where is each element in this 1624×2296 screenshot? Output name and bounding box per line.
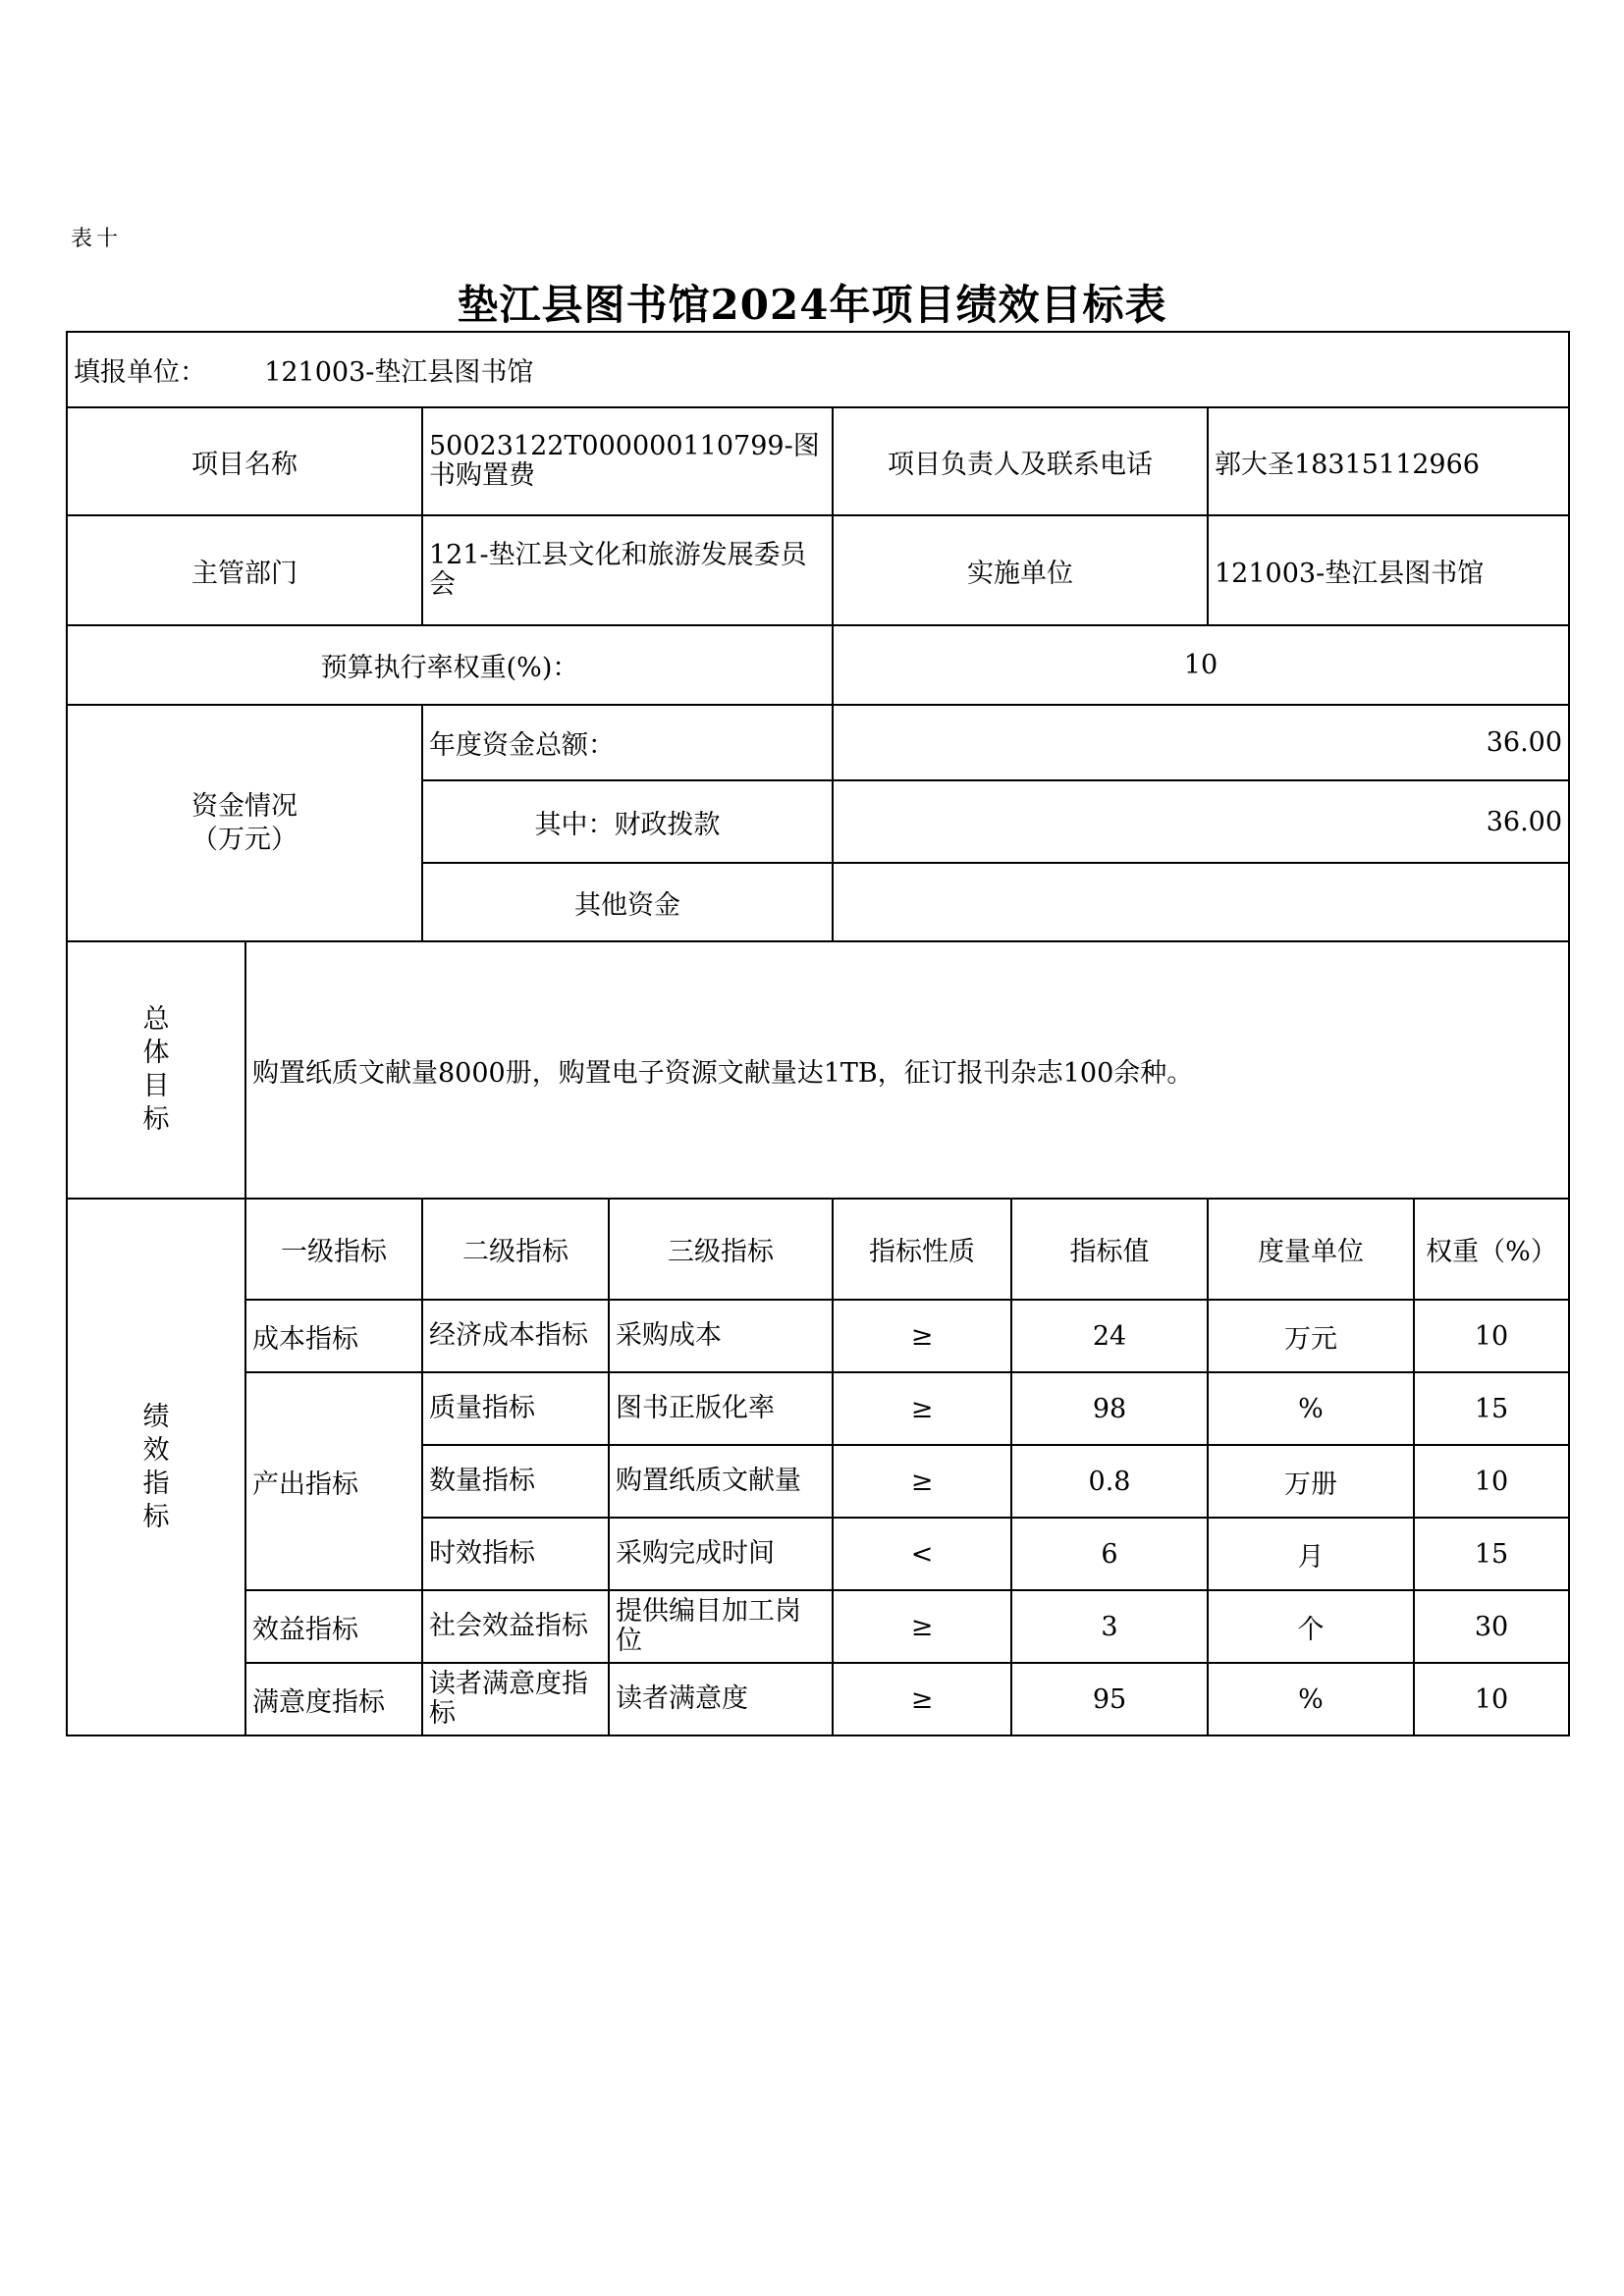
table-number: 表十	[71, 227, 123, 251]
goal-label-char: 体	[142, 1038, 170, 1068]
filing-unit-cell	[67, 332, 1569, 407]
weight-cell: 15	[1414, 1518, 1569, 1590]
level3-cell: 采购成本	[609, 1300, 833, 1372]
funds-fiscal-label: 其中：财政拨款	[422, 780, 833, 863]
level2-cell: 社会效益指标	[422, 1590, 609, 1663]
level2-cell: 质量指标	[422, 1372, 609, 1445]
nature-cell: ≥	[833, 1445, 1011, 1518]
nature-cell: ≥	[833, 1663, 1011, 1735]
unit-cell: 万册	[1208, 1445, 1414, 1518]
filing-unit-value: 121003-垫江县图书馆	[264, 357, 534, 388]
level2-cell: 时效指标	[422, 1518, 609, 1590]
project-leader-value: 郭大圣18315112966	[1208, 407, 1569, 515]
value-cell: 3	[1011, 1590, 1208, 1663]
level1-cell: 满意度指标	[245, 1663, 422, 1735]
funds-label	[67, 705, 422, 941]
unit-cell: 月	[1208, 1518, 1414, 1590]
level3-cell: 购置纸质文献量	[609, 1445, 833, 1518]
funds-other-label: 其他资金	[422, 863, 833, 941]
unit-cell: %	[1208, 1663, 1414, 1735]
project-name-label: 项目名称	[67, 407, 422, 515]
project-leader-label: 项目负责人及联系电话	[833, 407, 1208, 515]
unit-cell: 个	[1208, 1590, 1414, 1663]
overall-goal-row	[67, 941, 1569, 1199]
nature-cell: ≥	[833, 1590, 1011, 1663]
filing-unit-row	[67, 332, 1569, 407]
header-level2: 二级指标	[422, 1199, 609, 1300]
filing-unit-label: 填报单位：	[74, 357, 206, 388]
nature-cell: ≥	[833, 1372, 1011, 1445]
nature-cell: <	[833, 1518, 1011, 1590]
value-cell: 98	[1011, 1372, 1208, 1445]
unit-cell: 万元	[1208, 1300, 1414, 1372]
goal-label-char: 总	[142, 1004, 170, 1035]
level3-cell: 读者满意度	[609, 1663, 833, 1735]
header-nature: 指标性质	[833, 1199, 1011, 1300]
header-weight: 权重（%）	[1414, 1199, 1569, 1300]
perf-label-char: 效	[142, 1434, 170, 1466]
indicator-header-row	[67, 1199, 1569, 1300]
weight-cell: 10	[1414, 1663, 1569, 1735]
indicator-row	[67, 1590, 1569, 1663]
indicator-row	[67, 1372, 1569, 1445]
value-cell: 6	[1011, 1518, 1208, 1590]
level1-cell: 效益指标	[245, 1590, 422, 1663]
indicator-row	[67, 1300, 1569, 1372]
value-cell: 24	[1011, 1300, 1208, 1372]
level3-cell: 图书正版化率	[609, 1372, 833, 1445]
budget-weight-value: 10	[833, 625, 1569, 705]
department-label: 主管部门	[67, 515, 422, 625]
nature-cell: ≥	[833, 1300, 1011, 1372]
header-level1: 一级指标	[245, 1199, 422, 1300]
unit-cell: %	[1208, 1372, 1414, 1445]
level1-cell: 成本指标	[245, 1300, 422, 1372]
department-row	[67, 515, 1569, 625]
goal-label-char: 标	[142, 1104, 170, 1135]
project-name-row	[67, 407, 1569, 515]
level2-cell: 读者满意度指标	[422, 1663, 609, 1735]
level2-cell: 经济成本指标	[422, 1300, 609, 1372]
perf-label-char: 绩	[142, 1401, 170, 1432]
budget-weight-row	[67, 625, 1569, 705]
performance-indicator-label	[67, 1199, 245, 1735]
goal-label-char: 目	[142, 1071, 170, 1101]
funds-label-line1: 资金情况	[191, 790, 298, 822]
level3-cell: 采购完成时间	[609, 1518, 833, 1590]
value-cell: 95	[1011, 1663, 1208, 1735]
weight-cell: 10	[1414, 1445, 1569, 1518]
header-level3: 三级指标	[609, 1199, 833, 1300]
funds-other-value	[833, 863, 1569, 941]
weight-cell: 10	[1414, 1300, 1569, 1372]
funds-total-row	[67, 705, 1569, 780]
funds-total-value: 36.00	[833, 705, 1569, 780]
level2-cell: 数量指标	[422, 1445, 609, 1518]
funds-fiscal-value: 36.00	[833, 780, 1569, 863]
header-unit: 度量单位	[1208, 1199, 1414, 1300]
level1-cell: 产出指标	[245, 1372, 422, 1590]
level3-cell: 提供编目加工岗位	[609, 1590, 833, 1663]
project-name-value: 50023122T000000110799-图书购置费	[422, 407, 833, 515]
document-title: 垫江县图书馆2024年项目绩效目标表	[457, 281, 1167, 329]
implementing-unit-value: 121003-垫江县图书馆	[1208, 515, 1569, 625]
weight-cell: 15	[1414, 1372, 1569, 1445]
overall-goal-text: 购置纸质文献量8000册，购置电子资源文献量达1TB，征订报刊杂志100余种。	[245, 941, 1569, 1199]
value-cell: 0.8	[1011, 1445, 1208, 1518]
header-value: 指标值	[1011, 1199, 1208, 1300]
funds-label-line2: （万元）	[191, 824, 298, 855]
perf-label-char: 指	[142, 1468, 170, 1499]
weight-cell: 30	[1414, 1590, 1569, 1663]
implementing-unit-label: 实施单位	[833, 515, 1208, 625]
funds-total-label: 年度资金总额：	[422, 705, 833, 780]
indicator-row	[67, 1663, 1569, 1735]
performance-target-table	[66, 331, 1570, 1736]
overall-goal-label	[67, 941, 245, 1199]
perf-label-char: 标	[142, 1501, 170, 1532]
department-value: 121-垫江县文化和旅游发展委员会	[422, 515, 833, 625]
budget-weight-label: 预算执行率权重(%)：	[67, 625, 833, 705]
